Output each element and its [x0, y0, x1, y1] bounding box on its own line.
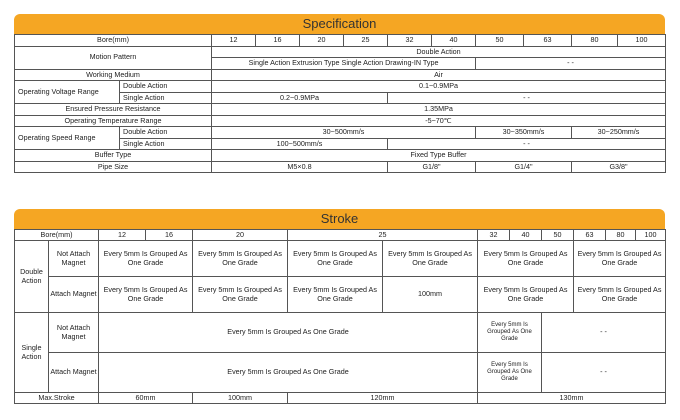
bore-50: 50: [476, 35, 524, 47]
voltage-single-dash: - -: [388, 92, 666, 104]
speed-row-1: [15, 127, 666, 139]
stroke-bore-32: 32: [478, 230, 510, 241]
grade-cell: Every 5mm Is Grouped As One Grade: [478, 241, 574, 277]
bore-25: 25: [344, 35, 388, 47]
voltage-single-value: 0.2~0.9MPa: [212, 92, 388, 104]
stroke-bore-63: 63: [574, 230, 606, 241]
stroke-bore-20: 20: [193, 230, 288, 241]
speed-single-label: Single Action: [120, 138, 212, 150]
pipe-row: [15, 161, 666, 173]
pipe-label: Pipe Size: [15, 161, 212, 173]
grade-cell: Every 5mm Is Grouped As One Grade: [478, 277, 574, 313]
bore-label: Bore(mm): [15, 35, 212, 47]
bore-63: 63: [524, 35, 572, 47]
bore-row: [15, 35, 666, 47]
pressure-value: 1.35MPa: [212, 104, 666, 116]
pipe-g18: G1/8": [388, 161, 476, 173]
stroke-title: Stroke: [14, 209, 665, 229]
temperature-label: Operating Temperature Range: [15, 115, 212, 127]
voltage-double-value: 0.1~0.9MPa: [212, 81, 666, 93]
single-attach-row: [15, 353, 666, 393]
double-attach-row: [15, 277, 666, 313]
voltage-label: Operating Voltage Range: [15, 81, 120, 104]
grade-cell: Every 5mm Is Grouped As One Grade: [383, 241, 478, 277]
double-not-attach-label: Not Attach Magnet: [49, 241, 99, 277]
stroke-bore-50: 50: [542, 230, 574, 241]
motion-row-1: [15, 46, 666, 58]
max-stroke-row: [15, 393, 666, 404]
double-action-label: Double Action: [15, 241, 49, 313]
bore-12: 12: [212, 35, 256, 47]
pipe-g14: G1/4": [476, 161, 572, 173]
grade-cell: Every 5mm Is Grouped As One Grade: [99, 277, 193, 313]
max-stroke-100: 100mm: [193, 393, 288, 404]
pressure-label: Ensured Pressure Resistance: [15, 104, 212, 116]
stroke-bore-80: 80: [606, 230, 636, 241]
stroke-bore-row: [15, 230, 666, 241]
speed-double-a: 30~500mm/s: [212, 127, 476, 139]
single-not-attach-label: Not Attach Magnet: [49, 313, 99, 353]
buffer-row: [15, 150, 666, 162]
grade-100mm: 100mm: [383, 277, 478, 313]
speed-label: Operating Speed Range: [15, 127, 120, 150]
grade-cell-small: Every 5mm Is Grouped As One Grade: [478, 313, 542, 353]
single-attach-label: Attach Magnet: [49, 353, 99, 393]
single-action-label: Single Action: [15, 313, 49, 393]
specification-table: [14, 34, 666, 173]
stroke-bore-label: Bore(mm): [15, 230, 99, 241]
specification-title: Specification: [14, 14, 665, 34]
bore-20: 20: [300, 35, 344, 47]
single-dash: - -: [542, 353, 666, 393]
buffer-value: Fixed Type Buffer: [212, 150, 666, 162]
medium-label: Working Medium: [15, 69, 212, 81]
bore-40: 40: [432, 35, 476, 47]
grade-cell: Every 5mm Is Grouped As One Grade: [193, 241, 288, 277]
pressure-row: [15, 104, 666, 116]
motion-single: Single Action Extrusion Type Single Action Drawing-IN Type: [212, 58, 476, 70]
motion-double: Double Action: [212, 46, 666, 58]
single-dash: - -: [542, 313, 666, 353]
bore-100: 100: [618, 35, 666, 47]
speed-double-b: 30~350mm/s: [476, 127, 572, 139]
medium-value: Air: [212, 69, 666, 81]
temperature-row: [15, 115, 666, 127]
voltage-double-label: Double Action: [120, 81, 212, 93]
motion-pattern-label: Motion Pattern: [15, 46, 212, 69]
single-not-attach-row: [15, 313, 666, 353]
motion-dash: - -: [476, 58, 666, 70]
grade-cell: Every 5mm Is Grouped As One Grade: [99, 353, 478, 393]
stroke-bore-25: 25: [288, 230, 478, 241]
max-stroke-label: Max.Stroke: [15, 393, 99, 404]
max-stroke-60: 60mm: [99, 393, 193, 404]
bore-16: 16: [256, 35, 300, 47]
specification-section: [14, 14, 665, 173]
grade-cell: Every 5mm Is Grouped As One Grade: [193, 277, 288, 313]
stroke-section: [14, 209, 665, 404]
voltage-row-1: [15, 81, 666, 93]
pipe-g38: G3/8": [572, 161, 666, 173]
bore-80: 80: [572, 35, 618, 47]
bore-32: 32: [388, 35, 432, 47]
grade-cell: Every 5mm Is Grouped As One Grade: [99, 241, 193, 277]
max-stroke-120: 120mm: [288, 393, 478, 404]
buffer-label: Buffer Type: [15, 150, 212, 162]
stroke-bore-40: 40: [510, 230, 542, 241]
double-attach-label: Attach Magnet: [49, 277, 99, 313]
medium-row: [15, 69, 666, 81]
speed-single-dash: - -: [388, 138, 666, 150]
speed-double-c: 30~250mm/s: [572, 127, 666, 139]
grade-cell-small: Every 5mm Is Grouped As One Grade: [478, 353, 542, 393]
stroke-bore-16: 16: [146, 230, 193, 241]
temperature-value: -5~70℃: [212, 115, 666, 127]
speed-single-value: 100~500mm/s: [212, 138, 388, 150]
grade-cell: Every 5mm Is Grouped As One Grade: [574, 277, 666, 313]
max-stroke-130: 130mm: [478, 393, 666, 404]
stroke-bore-12: 12: [99, 230, 146, 241]
stroke-table: [14, 229, 666, 404]
grade-cell: Every 5mm Is Grouped As One Grade: [288, 241, 383, 277]
grade-cell: Every 5mm Is Grouped As One Grade: [99, 313, 478, 353]
speed-double-label: Double Action: [120, 127, 212, 139]
pipe-m5: M5×0.8: [212, 161, 388, 173]
stroke-bore-100: 100: [636, 230, 666, 241]
voltage-single-label: Single Action: [120, 92, 212, 104]
grade-cell: Every 5mm Is Grouped As One Grade: [574, 241, 666, 277]
grade-cell: Every 5mm Is Grouped As One Grade: [288, 277, 383, 313]
double-not-attach-row: [15, 241, 666, 277]
